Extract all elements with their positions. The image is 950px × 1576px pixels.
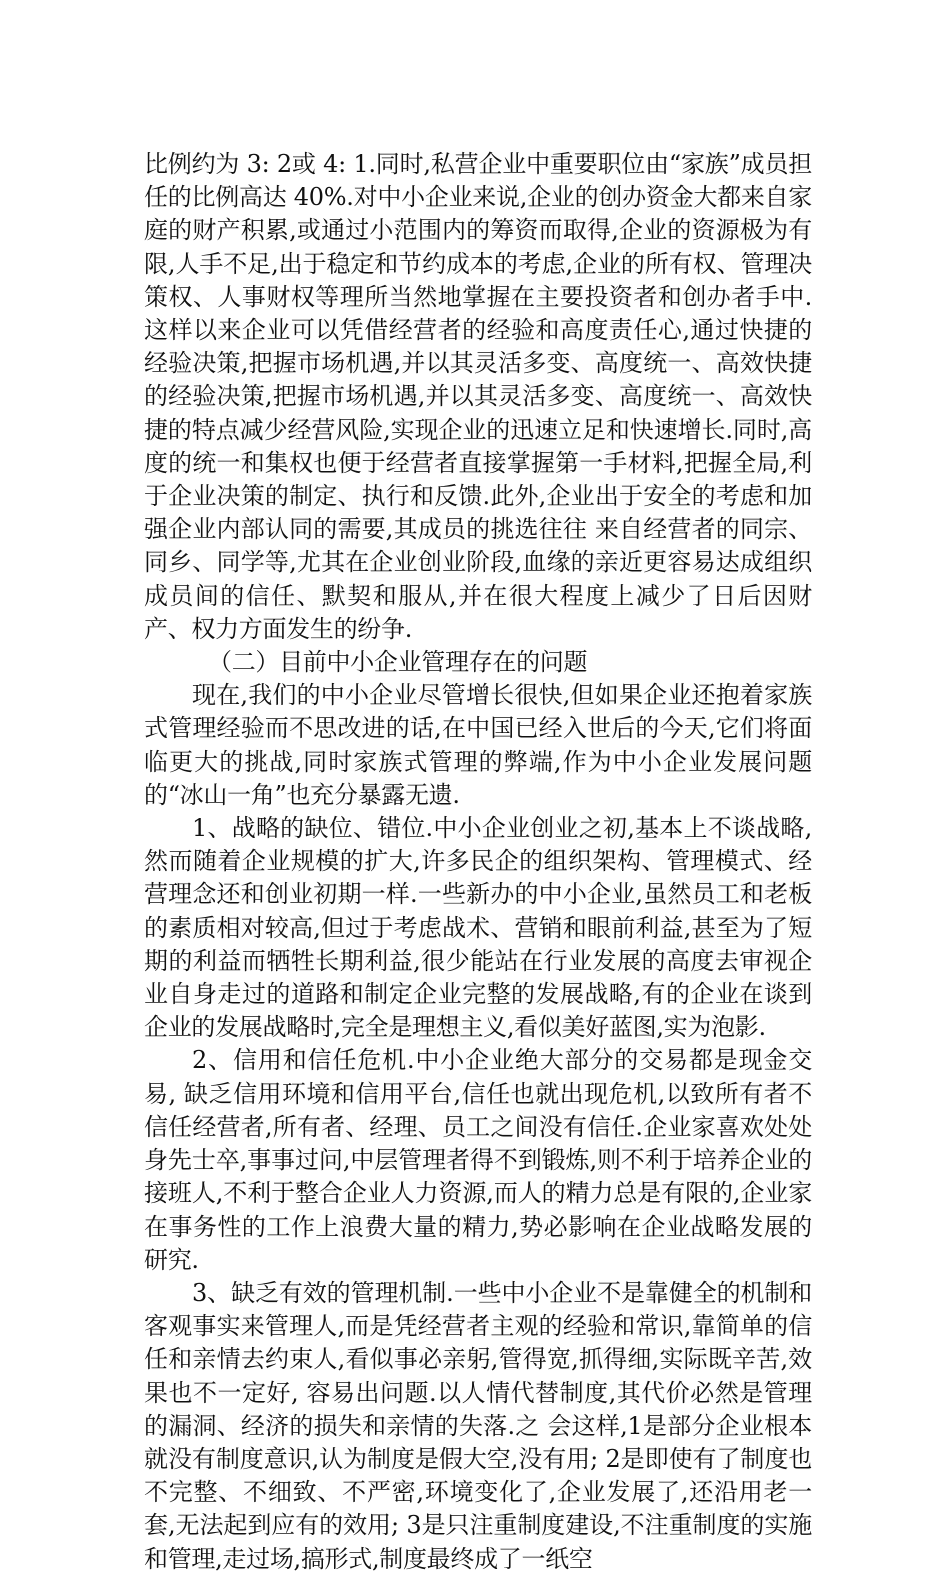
paragraph-mechanism-point: 3、缺乏有效的管理机制.一些中小企业不是靠健全的机制和客观事实来管理人,而是凭经营者主观的经验和常识,靠简单的信任和亲情去约束人,看似事必亲躬,管得宽,抓得细,实际既辛苦,效果也不一定好, 容易出问题.以人情代替制度,其代价必然是管理的漏洞、经济的损失和亲情的失落.之 会这样,1是部分企业根本就没有制度意识,认为制度是假大空,没有用; 2是即使有了制度也不完整、不细致、不严密,环境变化了,企业发展了,还沿用老一套,无法起到应有的效用; 3是只注重制度建设,不注重制度的实施和管理,走过场,搞形式,制度最终成了一纸空 (144, 1278, 812, 1573)
section-heading-problems: （二）目前中小企业管理存在的问题 (208, 648, 588, 677)
paragraph-intro: 比例约为 3: 2或 4: 1.同时,私营企业中重要职位由“家族”成员担任的比例高达 40%.对中小企业来说,企业的创办资金大都来自家庭的财产积累,或通过小范围内的筹资而取得,企业的资源极为有限,人手不足,出于稳定和节约成本的考虑,企业的所有权、管理决策权、人事财权等理所当然地掌握在主要投资者和创办者手中.这样以来企业可以凭借经营者的经验和高度责任心,通过快捷的经验决策,把握市场机遇,并以其灵活多变、高度统一、高效快捷的经验决策,把握市场机遇,并以其灵活多变、高度统一、高效快捷的特点减少经营风险,实现企业的迅速立足和快速增长.同时,高度的统一和集权也便于经营者直接掌握第一手材料,把握全局,利于企业决策的制定、执行和反馈.此外,企业出于安全的考虑和加强企业内部认同的需要,其成员的挑选往往 来自经营者的同宗、同乡、同学等,尤其在企业创业阶段,血缘的亲近更容易达成组织成员间的信任、默契和服从,并在很大程度上减少了日后因财产、权力方面发生的纷争. (144, 150, 812, 643)
document-body (144, 148, 812, 1576)
paragraph-challenges: 现在,我们的中小企业尽管增长很快,但如果企业还抱着家族式管理经验而不思改进的话,在中国已经入世后的今天,它们将面临更大的挑战,同时家族式管理的弊端,作为中小企业发展问题的“冰山一角”也充分暴露无遗. (144, 681, 812, 809)
paragraph-trust-point: 2、信用和信任危机.中小企业绝大部分的交易都是现金交易, 缺乏信用环境和信用平台,信任也就出现危机,以致所有者不信任经营者,所有者、经理、员工之间没有信任.企业家喜欢处处身先士卒,事事过问,中层管理者得不到锻炼,则不利于培养企业的接班人,不利于整合企业人力资源,而人的精力总是有限的,企业家在事务性的工作上浪费大量的精力,势必影响在企业战略发展的研究. (144, 1046, 812, 1274)
paragraph-strategy-point: 1、战略的缺位、错位.中小企业创业之初,基本上不谈战略,然而随着企业规模的扩大,许多民企的组织架构、管理模式、经营理念还和创业初期一样.一些新办的中小企业,虽然员工和老板的素质相对较高,但过于考虑战术、营销和眼前利益,甚至为了短期的利益而牺牲长期利益,很少能站在行业发展的高度去审视企业自身走过的道路和制定企业完整的发展战略,有的企业在谈到企业的发展战略时,完全是理想主义,看似美好蓝图,实为泡影. (144, 814, 812, 1042)
